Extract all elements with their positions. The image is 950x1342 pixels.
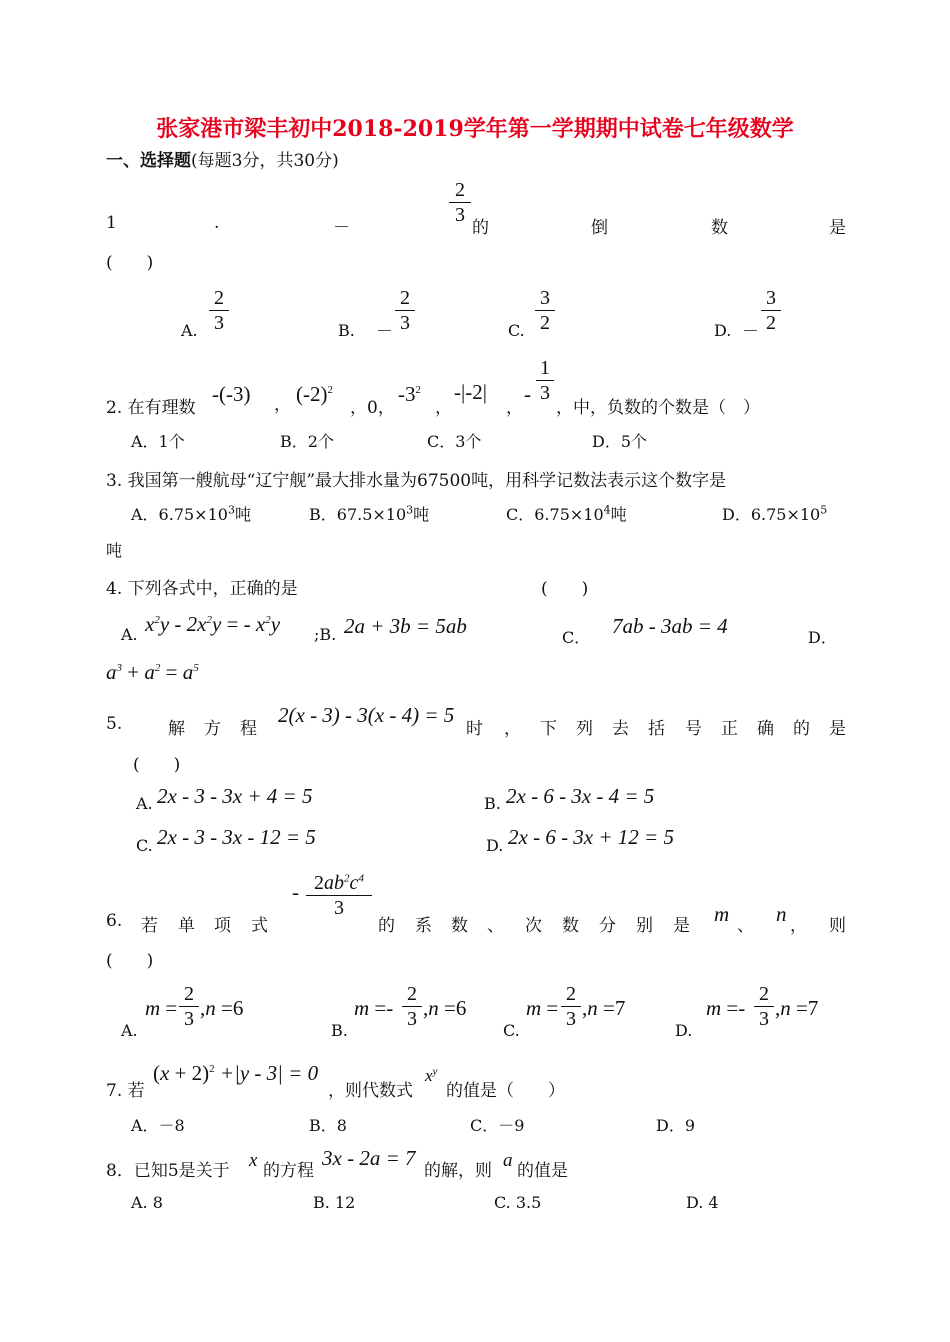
q5-after-3: 下: [540, 719, 557, 739]
q7-option-c: C．－9: [470, 1116, 525, 1135]
q1-option-c-label: C.: [508, 321, 525, 340]
q5-word-1: 解: [168, 719, 185, 739]
q6-word-4: 式: [251, 916, 268, 936]
q1-option-b-fraction: 2 3: [395, 286, 415, 335]
q6-option-d-label: D.: [675, 1021, 693, 1040]
q3-option-c: C．$6.75\times 10^4$吨: [506, 503, 627, 524]
q6-word-2: 单: [178, 916, 195, 936]
q1-minus: －: [333, 218, 350, 238]
q7-option-b: B．8: [309, 1116, 347, 1135]
q6-option-b-m: m =-: [354, 996, 394, 1020]
q8-option-a: A. 8: [131, 1193, 163, 1212]
q5-option-b-expr: 2x - 6 - 3x - 4 = 5: [506, 784, 655, 808]
q8-equation: 3x - 2a = 7: [322, 1146, 416, 1170]
q3-option-d: D．$6.75\times 10^5$: [722, 503, 828, 524]
exam-title: 张家港市梁丰初中2018-2019学年第一学期期中试卷七年级数学: [156, 116, 794, 142]
q1-word-shu: 数: [711, 218, 728, 238]
q2-expr-5-sign: -: [524, 382, 531, 406]
q6-word-3: 项: [214, 916, 231, 936]
q6-word-1: 若: [141, 916, 158, 936]
q6-option-c-label: C.: [503, 1021, 520, 1040]
q2-option-b: B．2个: [280, 432, 334, 451]
section-title: 一、选择题: [106, 151, 191, 171]
q1-option-b-label: B.: [338, 321, 355, 340]
q2-expr-1: -(-3): [212, 382, 251, 406]
q5-option-b-label: B.: [484, 794, 501, 813]
q1-fraction: 2 3: [449, 178, 471, 227]
q6-option-a-fraction: 2 3: [179, 982, 199, 1031]
q8-option-d: D. 4: [686, 1193, 719, 1212]
q6-option-d-n: ,n =7: [775, 996, 819, 1020]
q2-expr-4: -|-2|: [454, 380, 487, 404]
q7-mid: ，则代数式: [328, 1081, 413, 1101]
q5-after-6: 括: [648, 719, 665, 739]
q4-option-b-expr: 2a + 3b = 5ab: [344, 614, 467, 638]
q6-monomial: $2ab^2c^4$ 3: [306, 871, 372, 920]
q5-option-d-label: D.: [486, 836, 504, 855]
q2-comma-1: ，: [274, 395, 291, 415]
q3-option-b: B．$67.5\times 10^3$吨: [309, 503, 430, 524]
q5-after-8: 正: [721, 719, 738, 739]
q6-option-b-label: B.: [331, 1021, 348, 1040]
q6-option-a-label: A.: [121, 1021, 138, 1040]
q4-option-d-expr: $a^3 + a^2 = a^5$: [106, 660, 199, 684]
q3-option-a: A．$6.75\times 10^3$吨: [131, 503, 251, 524]
q2-expr-5-fraction: 1 3: [536, 356, 554, 405]
q1-option-c-fraction: 3 2: [535, 286, 555, 335]
q3-text: 3. 我国第一艘航母“辽宁舰”最大排水量为67500吨，用科学记数法表示这个数字是: [106, 471, 727, 491]
q7-option-d: D．9: [656, 1116, 696, 1135]
q6-after-1: 的: [378, 916, 395, 936]
section-heading: [106, 146, 339, 171]
q7-prefix: 7. 若: [106, 1081, 145, 1101]
q7-suffix: 的值是（ ）: [446, 1081, 565, 1101]
q6-answer-paren: ( ): [106, 951, 154, 971]
q6-after-8: 别: [636, 916, 653, 936]
q6-number: 6.: [106, 911, 123, 931]
q6-after-6: 数: [562, 916, 579, 936]
q1-answer-paren: ( ): [106, 253, 154, 273]
q6-after-4: 、: [487, 916, 504, 936]
q6-after-3: 数: [451, 916, 468, 936]
q6-option-c-m: m =: [526, 996, 559, 1020]
q5-number: 5.: [106, 714, 123, 734]
q5-option-d-expr: 2x - 6 - 3x + 12 = 5: [508, 825, 674, 849]
q8-var-a: a: [503, 1150, 513, 1171]
q8-option-b: B. 12: [313, 1193, 356, 1212]
q1-number: 1: [106, 213, 117, 233]
q1-word-de: 的: [472, 218, 489, 238]
q1-option-d-sign: －: [742, 322, 759, 342]
q5-after-1: 时: [466, 719, 483, 739]
q6-option-a-m: m =: [145, 996, 178, 1020]
q2-expr-3: $-3^2$: [398, 382, 421, 406]
q1-option-a-label: A.: [181, 321, 198, 340]
q7-expr-xy: $x^y$: [425, 1065, 438, 1085]
q6-comma: ，: [790, 916, 807, 936]
q5-after-7: 号: [685, 719, 702, 739]
q2-comma-3: ，: [506, 398, 523, 418]
q5-after-11: 是: [829, 719, 846, 739]
q6-option-c-n: ,n =7: [582, 996, 626, 1020]
q4-option-d-label: D．: [808, 628, 837, 647]
q2-comma-2: ，: [435, 398, 452, 418]
q6-option-b-n: ,n =6: [423, 996, 467, 1020]
q4-option-a-label: A.: [121, 625, 138, 644]
q1-word-shi: 是: [829, 218, 846, 238]
q1-option-d-label: D.: [714, 321, 732, 340]
q6-option-b-fraction: 2 3: [402, 982, 422, 1031]
q6-after-9: 是: [673, 916, 690, 936]
q1-dot: .: [214, 213, 220, 233]
q8-mid: 的方程: [263, 1161, 314, 1181]
q5-after-9: 确: [757, 719, 774, 739]
q2-prefix: 2. 在有理数: [106, 398, 196, 418]
q6-option-c-fraction: 2 3: [561, 982, 581, 1031]
section-note: (每题3分，共30分): [191, 151, 339, 171]
q5-option-c-label: C.: [136, 836, 153, 855]
q5-after-4: 列: [576, 719, 593, 739]
q1-option-d-fraction: 3 2: [761, 286, 781, 335]
q6-var-m: m: [714, 902, 730, 926]
q5-after-10: 的: [793, 719, 810, 739]
q5-after-5: 去: [612, 719, 629, 739]
q4-option-c-expr: 7ab - 3ab = 4: [612, 614, 728, 638]
q6-option-a-n: ,n =6: [200, 996, 244, 1020]
q4-answer-paren: ( ): [541, 579, 589, 599]
q5-answer-paren: ( ): [133, 755, 181, 775]
q5-word-2: 方: [204, 719, 221, 739]
q1-option-a-fraction: 2 3: [209, 286, 229, 335]
q6-then: 则: [829, 916, 846, 936]
q8-prefix: 8．已知5是关于: [106, 1161, 230, 1181]
q8-suffix: 的值是: [517, 1161, 568, 1181]
q6-option-d-m: m =-: [706, 996, 746, 1020]
q2-option-a: A．1个: [131, 432, 185, 451]
q6-var-n: n: [776, 902, 787, 926]
q4-option-a-expr: $x^2y - 2x^2y$ = - $x^2y$: [145, 612, 281, 636]
q2-suffix: ，中，负数的个数是（ ）: [556, 398, 760, 418]
q8-mid2: 的解，则: [424, 1161, 492, 1181]
q6-after-5: 次: [525, 916, 542, 936]
q6-option-d-fraction: 2 3: [754, 982, 774, 1031]
q7-condition: $(x + 2)^2 +|y - 3| = 0$: [153, 1061, 319, 1085]
q6-monomial-sign: -: [292, 880, 299, 904]
q4-option-b-label: ;B.: [314, 625, 337, 644]
q6-after-2: 系: [415, 916, 432, 936]
q7-option-a: A．－8: [131, 1116, 185, 1135]
q8-option-c: C. 3.5: [494, 1193, 542, 1212]
q8-var-x: x: [249, 1150, 258, 1171]
q5-option-c-expr: 2x - 3 - 3x - 12 = 5: [157, 825, 316, 849]
q5-after-2: ，: [504, 719, 521, 739]
q4-option-c-label: C．: [562, 628, 591, 647]
q2-option-c: C．3个: [427, 432, 482, 451]
q3-option-d-unit: 吨: [106, 541, 123, 560]
q5-equation: 2(x - 3) - 3(x - 4) = 5: [278, 703, 455, 727]
q2-option-d: D．5个: [592, 432, 648, 451]
q4-text: 4. 下列各式中，正确的是: [106, 579, 298, 599]
q5-option-a-expr: 2x - 3 - 3x + 4 = 5: [157, 784, 313, 808]
q6-separator: 、: [737, 916, 754, 936]
q5-option-a-label: A.: [136, 794, 153, 813]
q5-word-3: 程: [240, 719, 257, 739]
q6-after-7: 分: [599, 916, 616, 936]
q2-zero: ，0，: [350, 398, 395, 418]
q2-expr-2: $(-2)^2$: [296, 382, 333, 406]
q1-option-b-sign: －: [376, 322, 393, 342]
q1-word-dao: 倒: [591, 218, 608, 238]
